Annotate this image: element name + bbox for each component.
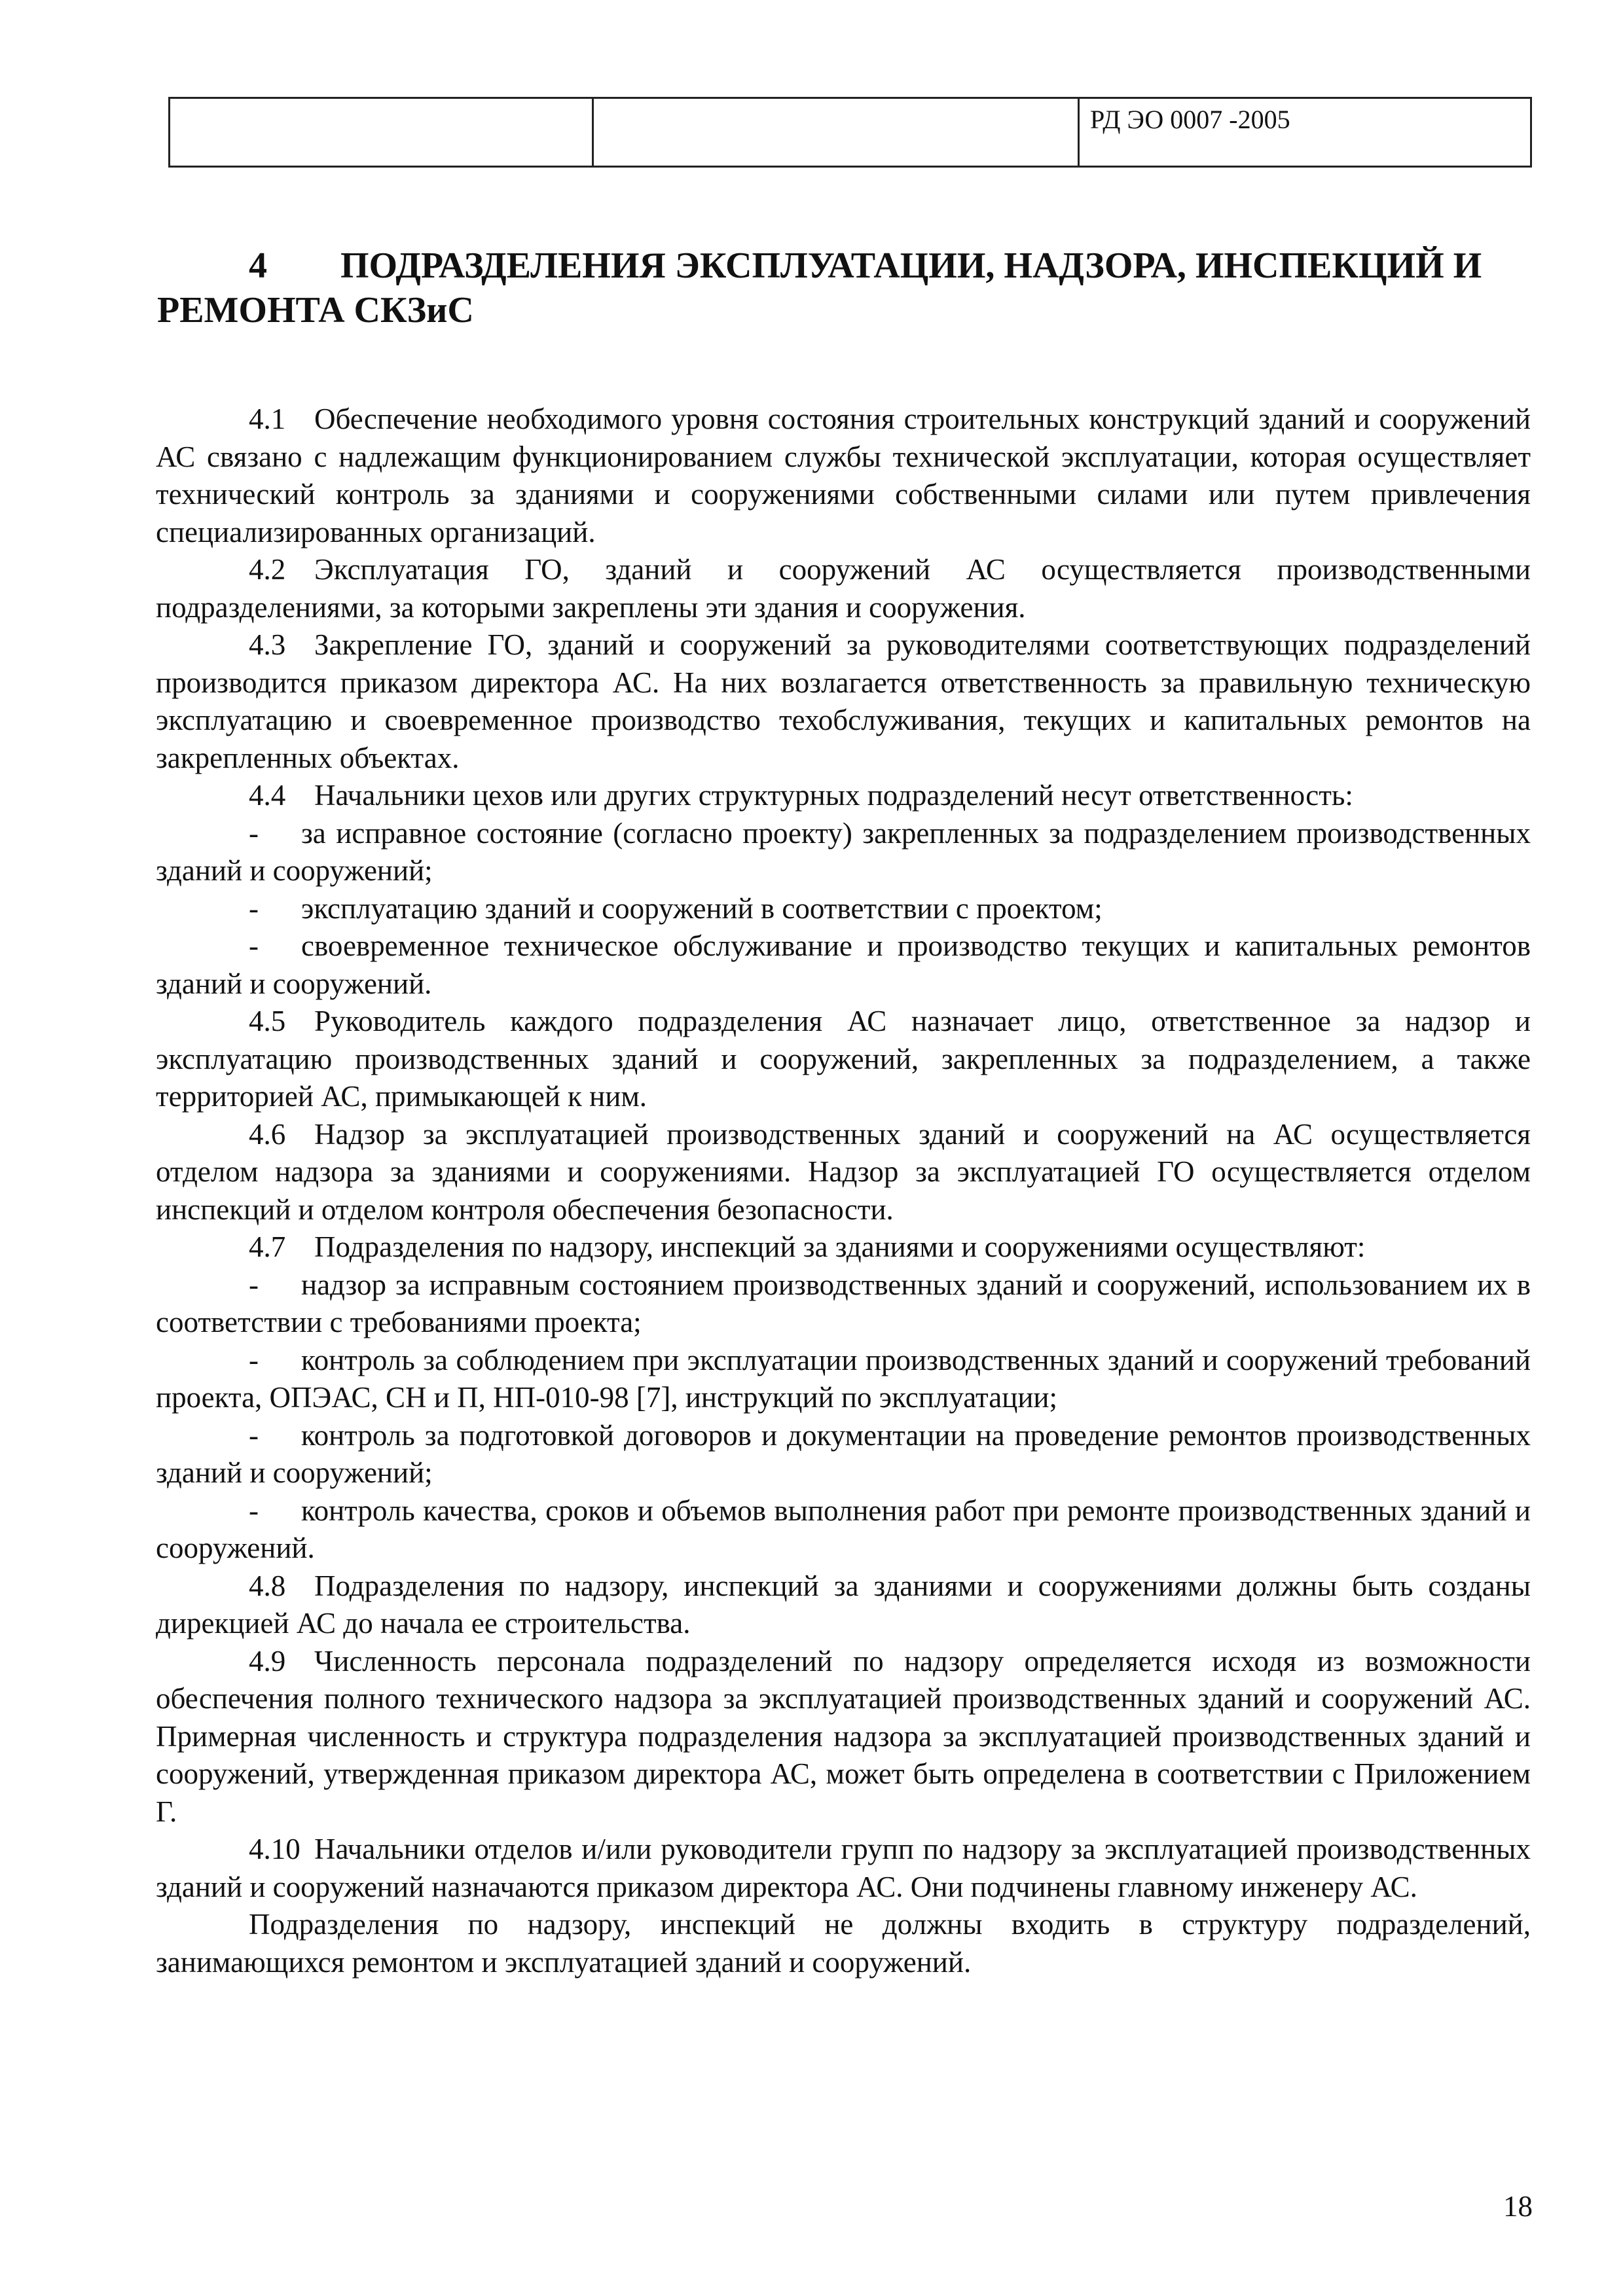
document-body: [156, 401, 1531, 1981]
paragraph-text: Обеспечение необходимого уровня состояния строительных конструкций зданий и сооружений АС связано с надлежащим функционированием службы технической эксплуатации, которая осуществляет технический контроль за зданиями и сооружениями собственными силами или путем привлечения специализированных организаций.: [156, 403, 1531, 548]
paragraph-text: Подразделения по надзору, инспекций не должны входить в структуру подразделений, занимающихся ремонтом и эксплуатацией зданий и сооружений.: [156, 1908, 1531, 1979]
page-number: 18: [1503, 2190, 1533, 2223]
list-item: [156, 1417, 1531, 1492]
paragraph-number: 4.2: [249, 553, 286, 586]
paragraph-text: за исправное состояние (согласно проекту) закрепленных за подразделением производственных зданий и сооружений;: [156, 816, 1531, 887]
header-table: [168, 97, 1532, 168]
list-bullet: -: [249, 1418, 259, 1452]
list-bullet: -: [249, 1494, 259, 1527]
document-code: РД ЭО 0007 -2005: [1079, 98, 1531, 167]
list-bullet: -: [249, 1343, 259, 1376]
numbered-paragraph: [156, 1003, 1531, 1116]
paragraph-text: Начальники цехов или других структурных подразделений несут ответственность:: [314, 779, 1353, 812]
paragraph-text: Начальники отделов и/или руководители групп по надзору за эксплуатацией производственных зданий и сооружений назначаются приказом директора АС. Они подчинены главному инженеру АС.: [156, 1833, 1531, 1903]
section-title: ПОДРАЗДЕЛЕНИЯ ЭКСПЛУАТАЦИИ, НАДЗОРА, ИНСПЕКЦИЙ И РЕМОНТА СКЗиС: [157, 245, 1482, 331]
list-item: [156, 1266, 1531, 1342]
paragraph-number: 4.3: [249, 628, 286, 661]
paragraph-text: Численность персонала подразделений по надзору определяется исходя из возможности обеспечения полного технического надзора за эксплуатацией производственных зданий и сооружений АС. Примерная численность и структура подразделения надзора за эксплуатацией производственных зданий и сооружений, утвержденная приказом директора АС, может быть определена в соответствии с Приложением Г.: [156, 1644, 1531, 1828]
numbered-paragraph: [156, 626, 1531, 777]
paragraph-text: контроль качества, сроков и объемов выполнения работ при ремонте производственных зданий и сооружений.: [156, 1494, 1531, 1564]
paragraph-text: надзор за исправным состоянием производственных зданий и сооружений, использованием их в соответствии с требованиями проекта;: [156, 1268, 1531, 1338]
paragraph-text: Подразделения по надзору, инспекций за зданиями и сооружениями должны быть созданы дирекцией АС до начала ее строительства.: [156, 1569, 1531, 1640]
paragraph-text: Закрепление ГО, зданий и сооружений за руководителями соответствующих подразделений производится приказом директора АС. На них возлагается ответственность за правильную техническую эксплуатацию и своевременное производство техобслуживания, текущих и капитальных ремонтов на закрепленных объектах.: [156, 628, 1531, 774]
header-cell-2: [593, 98, 1079, 167]
list-item: [156, 890, 1531, 928]
paragraph-number: 4.10: [249, 1833, 301, 1865]
paragraph-text: контроль за подготовкой договоров и документации на проведение ремонтов производственных зданий и сооружений;: [156, 1418, 1531, 1489]
paragraph-text: эксплуатацию зданий и сооружений в соответствии с проектом;: [301, 891, 1103, 925]
list-bullet: -: [249, 816, 259, 850]
paragraph: [156, 1906, 1531, 1981]
numbered-paragraph: [156, 1229, 1531, 1266]
paragraph-text: Эксплуатация ГО, зданий и сооружений АС осуществляется производственными подразделениями, за которыми закреплены эти здания и сооружения.: [156, 553, 1531, 624]
paragraph-number: 4.8: [249, 1569, 286, 1602]
list-item: [156, 927, 1531, 1003]
paragraph-text: Руководитель каждого подразделения АС назначает лицо, ответственное за надзор и эксплуатацию производственных зданий и сооружений, закрепленных за подразделением, а также территорией АС, примыкающей к ним.: [156, 1005, 1531, 1113]
numbered-paragraph: [156, 777, 1531, 815]
numbered-paragraph: [156, 1568, 1531, 1643]
list-bullet: -: [249, 1268, 259, 1301]
paragraph-text: Надзор за эксплуатацией производственных зданий и сооружений на АС осуществляется отделом надзора за зданиями и сооружениями. Надзор за эксплуатацией ГО осуществляется отделом инспекций и отделом контроля обеспечения безопасности.: [156, 1117, 1531, 1226]
numbered-paragraph: [156, 1831, 1531, 1906]
list-bullet: -: [249, 929, 259, 962]
list-item: [156, 815, 1531, 890]
numbered-paragraph: [156, 551, 1531, 626]
section-heading: [157, 243, 1532, 332]
list-bullet: -: [249, 891, 259, 925]
numbered-paragraph: [156, 401, 1531, 551]
list-item: [156, 1492, 1531, 1568]
numbered-paragraph: [156, 1116, 1531, 1229]
paragraph-number: 4.6: [249, 1117, 286, 1151]
header-cell-1: [170, 98, 593, 167]
numbered-paragraph: [156, 1643, 1531, 1831]
paragraph-number: 4.1: [249, 403, 286, 435]
paragraph-number: 4.4: [249, 779, 286, 812]
paragraph-text: Подразделения по надзору, инспекций за зданиями и сооружениями осуществляют:: [314, 1230, 1366, 1263]
paragraph-number: 4.5: [249, 1005, 286, 1037]
paragraph-text: своевременное техническое обслуживание и производство текущих и капитальных ремонтов зданий и сооружений.: [156, 929, 1531, 1000]
paragraph-number: 4.7: [249, 1230, 286, 1263]
header-row: [170, 98, 1531, 167]
paragraph-number: 4.9: [249, 1644, 286, 1677]
list-item: [156, 1342, 1531, 1417]
section-number: 4: [249, 245, 267, 286]
paragraph-text: контроль за соблюдением при эксплуатации производственных зданий и сооружений требований проекта, ОПЭАС, СН и П, НП-010-98 [7], инструкций по эксплуатации;: [156, 1343, 1531, 1414]
